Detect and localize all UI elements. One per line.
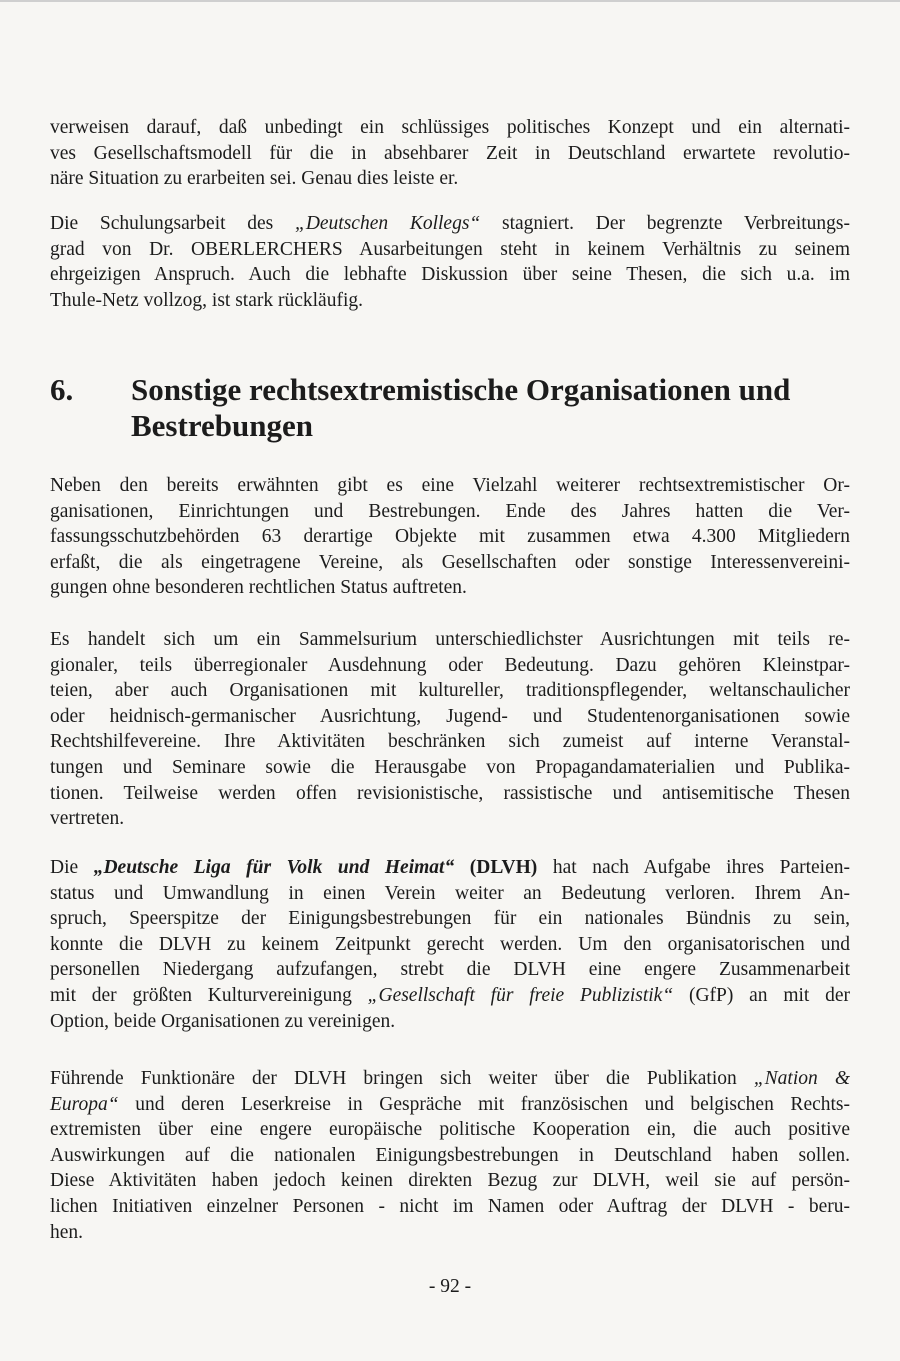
text-line: lichen Initiativen einzelner Personen - nicht im Namen oder Auftrag der DLVH - beru- <box>50 1195 850 1217</box>
text-line: Diese Aktivitäten haben jedoch keinen direkten Bezug zur DLVH, weil sie auf persön- <box>50 1170 850 1192</box>
text-run: stagniert. Der begrenzte Verbreitungs- <box>480 213 850 234</box>
paragraph-1 <box>50 115 850 192</box>
text-line: personellen Niedergang aufzufangen, strebt die DLVH eine engere Zusammenarbeit <box>50 959 850 981</box>
text-line: erfaßt, die als eingetragene Vereine, als Gesellschaften oder sonstige Interessenvereini- <box>50 551 850 573</box>
text-line: Es handelt sich um ein Sammelsurium unterschiedlichster Ausrichtungen mit teils re- <box>50 629 850 650</box>
text-line <box>50 855 850 881</box>
text-line: fassungsschutzbehörden 63 derartige Objekte mit zusammen etwa 4.300 Mitgliedern <box>50 526 850 548</box>
text-line: gionaler, teils überregionaler Ausdehnung oder Bedeutung. Dazu gehören Kleinstpar- <box>50 654 850 676</box>
text-line: vertreten. <box>50 808 125 830</box>
text-line: Auswirkungen auf die nationalen Einigungsbestrebungen in Deutschland haben sollen. <box>50 1144 850 1166</box>
text-line: konnte die DLVH zu keinem Zeitpunkt gerecht werden. Um den organisatorischen und <box>50 933 850 955</box>
text-line <box>50 211 850 237</box>
text-line: Thule-Netz vollzog, ist stark rückläufig. <box>50 289 363 311</box>
text-line: status und Umwandlung in einen Verein weiter an Bedeutung verloren. Ihrem An- <box>50 882 850 904</box>
text-line: Option, beide Organisationen zu vereinigen. <box>50 1010 396 1032</box>
text-line <box>50 1066 850 1092</box>
paragraph-5 <box>50 855 850 1034</box>
organization-name: „Gesellschaft für freie Publizistik“ <box>367 984 674 1006</box>
text-line: ehrgeizigen Anspruch. Auch die lebhafte Diskussion über seine Thesen, die sich u.a. im <box>50 264 850 286</box>
section-title <box>131 372 851 444</box>
text-line <box>50 983 850 1009</box>
text-line: spruch, Speerspitze der Einigungsbestrebungen für ein nationales Bündnis zu sein, <box>50 908 850 930</box>
section-number: 6. <box>50 372 74 407</box>
paragraph-2 <box>50 211 850 313</box>
text-line: extremisten über eine engere europäische politische Kooperation ein, die auch positive <box>50 1119 850 1141</box>
section-title-line: Sonstige rechtsextremistische Organisationen und <box>131 372 791 407</box>
publication-title: „Nation & <box>753 1068 850 1089</box>
text-line: ganisationen, Einrichtungen und Bestrebungen. Ende des Jahres hatten die Ver- <box>50 500 850 522</box>
paragraph-3 <box>50 473 850 601</box>
text-line: ves Gesellschaftsmodell für die in absehbarer Zeit in Deutschland erwartete revolutio- <box>50 142 850 164</box>
text-run: Die <box>50 857 94 878</box>
top-border-line <box>0 0 900 2</box>
organization-abbreviation: (DLVH) <box>454 857 538 878</box>
text-line: gungen ohne besonderen rechtlichen Status auftreten. <box>50 577 467 599</box>
organization-name: „Deutsche Liga für Volk und Heimat“ <box>93 857 455 878</box>
page-number: - 92 - <box>428 1276 472 1297</box>
text-line: oder heidnisch-germanischer Ausrichtung, Jugend- und Studentenorganisationen sowie <box>50 705 850 727</box>
text-run: mit der größten Kulturvereinigung <box>50 984 368 1006</box>
text-line: grad von Dr. OBERLERCHERS Ausarbeitungen steht in keinem Verhältnis zu seinem <box>50 238 850 260</box>
text-line: Neben den bereits erwähnten gibt es eine Vielzahl weiterer rechtsextremistischer Or- <box>50 475 850 496</box>
text-line: näre Situation zu erarbeiten sei. Genau dies leiste er. <box>50 168 459 190</box>
text-run: und deren Leserkreise in Gespräche mit französischen und belgischen Rechts- <box>118 1093 850 1115</box>
text-run: (GfP) an mit der <box>673 984 851 1006</box>
publication-title: „Deutschen Kollegs“ <box>294 213 481 234</box>
text-line: hen. <box>50 1221 84 1243</box>
section-title-line: Bestrebungen <box>131 408 314 443</box>
section-heading <box>50 372 850 452</box>
text-line: verweisen darauf, daß unbedingt ein schlüssiges politisches Konzept und ein alternati- <box>50 117 850 138</box>
text-line: tungen und Seminare sowie die Herausgabe von Propagandamaterialien und Publika- <box>50 756 850 778</box>
text-line: teien, aber auch Organisationen mit kultureller, traditionspflegender, weltanschaulicher <box>50 680 850 702</box>
publication-title: Europa“ <box>50 1093 119 1115</box>
text-run: hat nach Aufgabe ihres Parteien- <box>537 857 850 878</box>
paragraph-6 <box>50 1066 850 1245</box>
text-run: Die Schulungsarbeit des <box>50 213 295 234</box>
text-run: Führende Funktionäre der DLVH bringen sich weiter über die Publikation <box>50 1068 754 1089</box>
paragraph-4 <box>50 627 850 832</box>
text-line: tionen. Teilweise werden offen revisionistische, rassistische und antisemitische Thesen <box>50 782 850 804</box>
text-line <box>50 1092 850 1118</box>
text-line: Rechtshilfevereine. Ihre Aktivitäten beschränken sich zumeist auf interne Veranstal- <box>50 731 850 753</box>
